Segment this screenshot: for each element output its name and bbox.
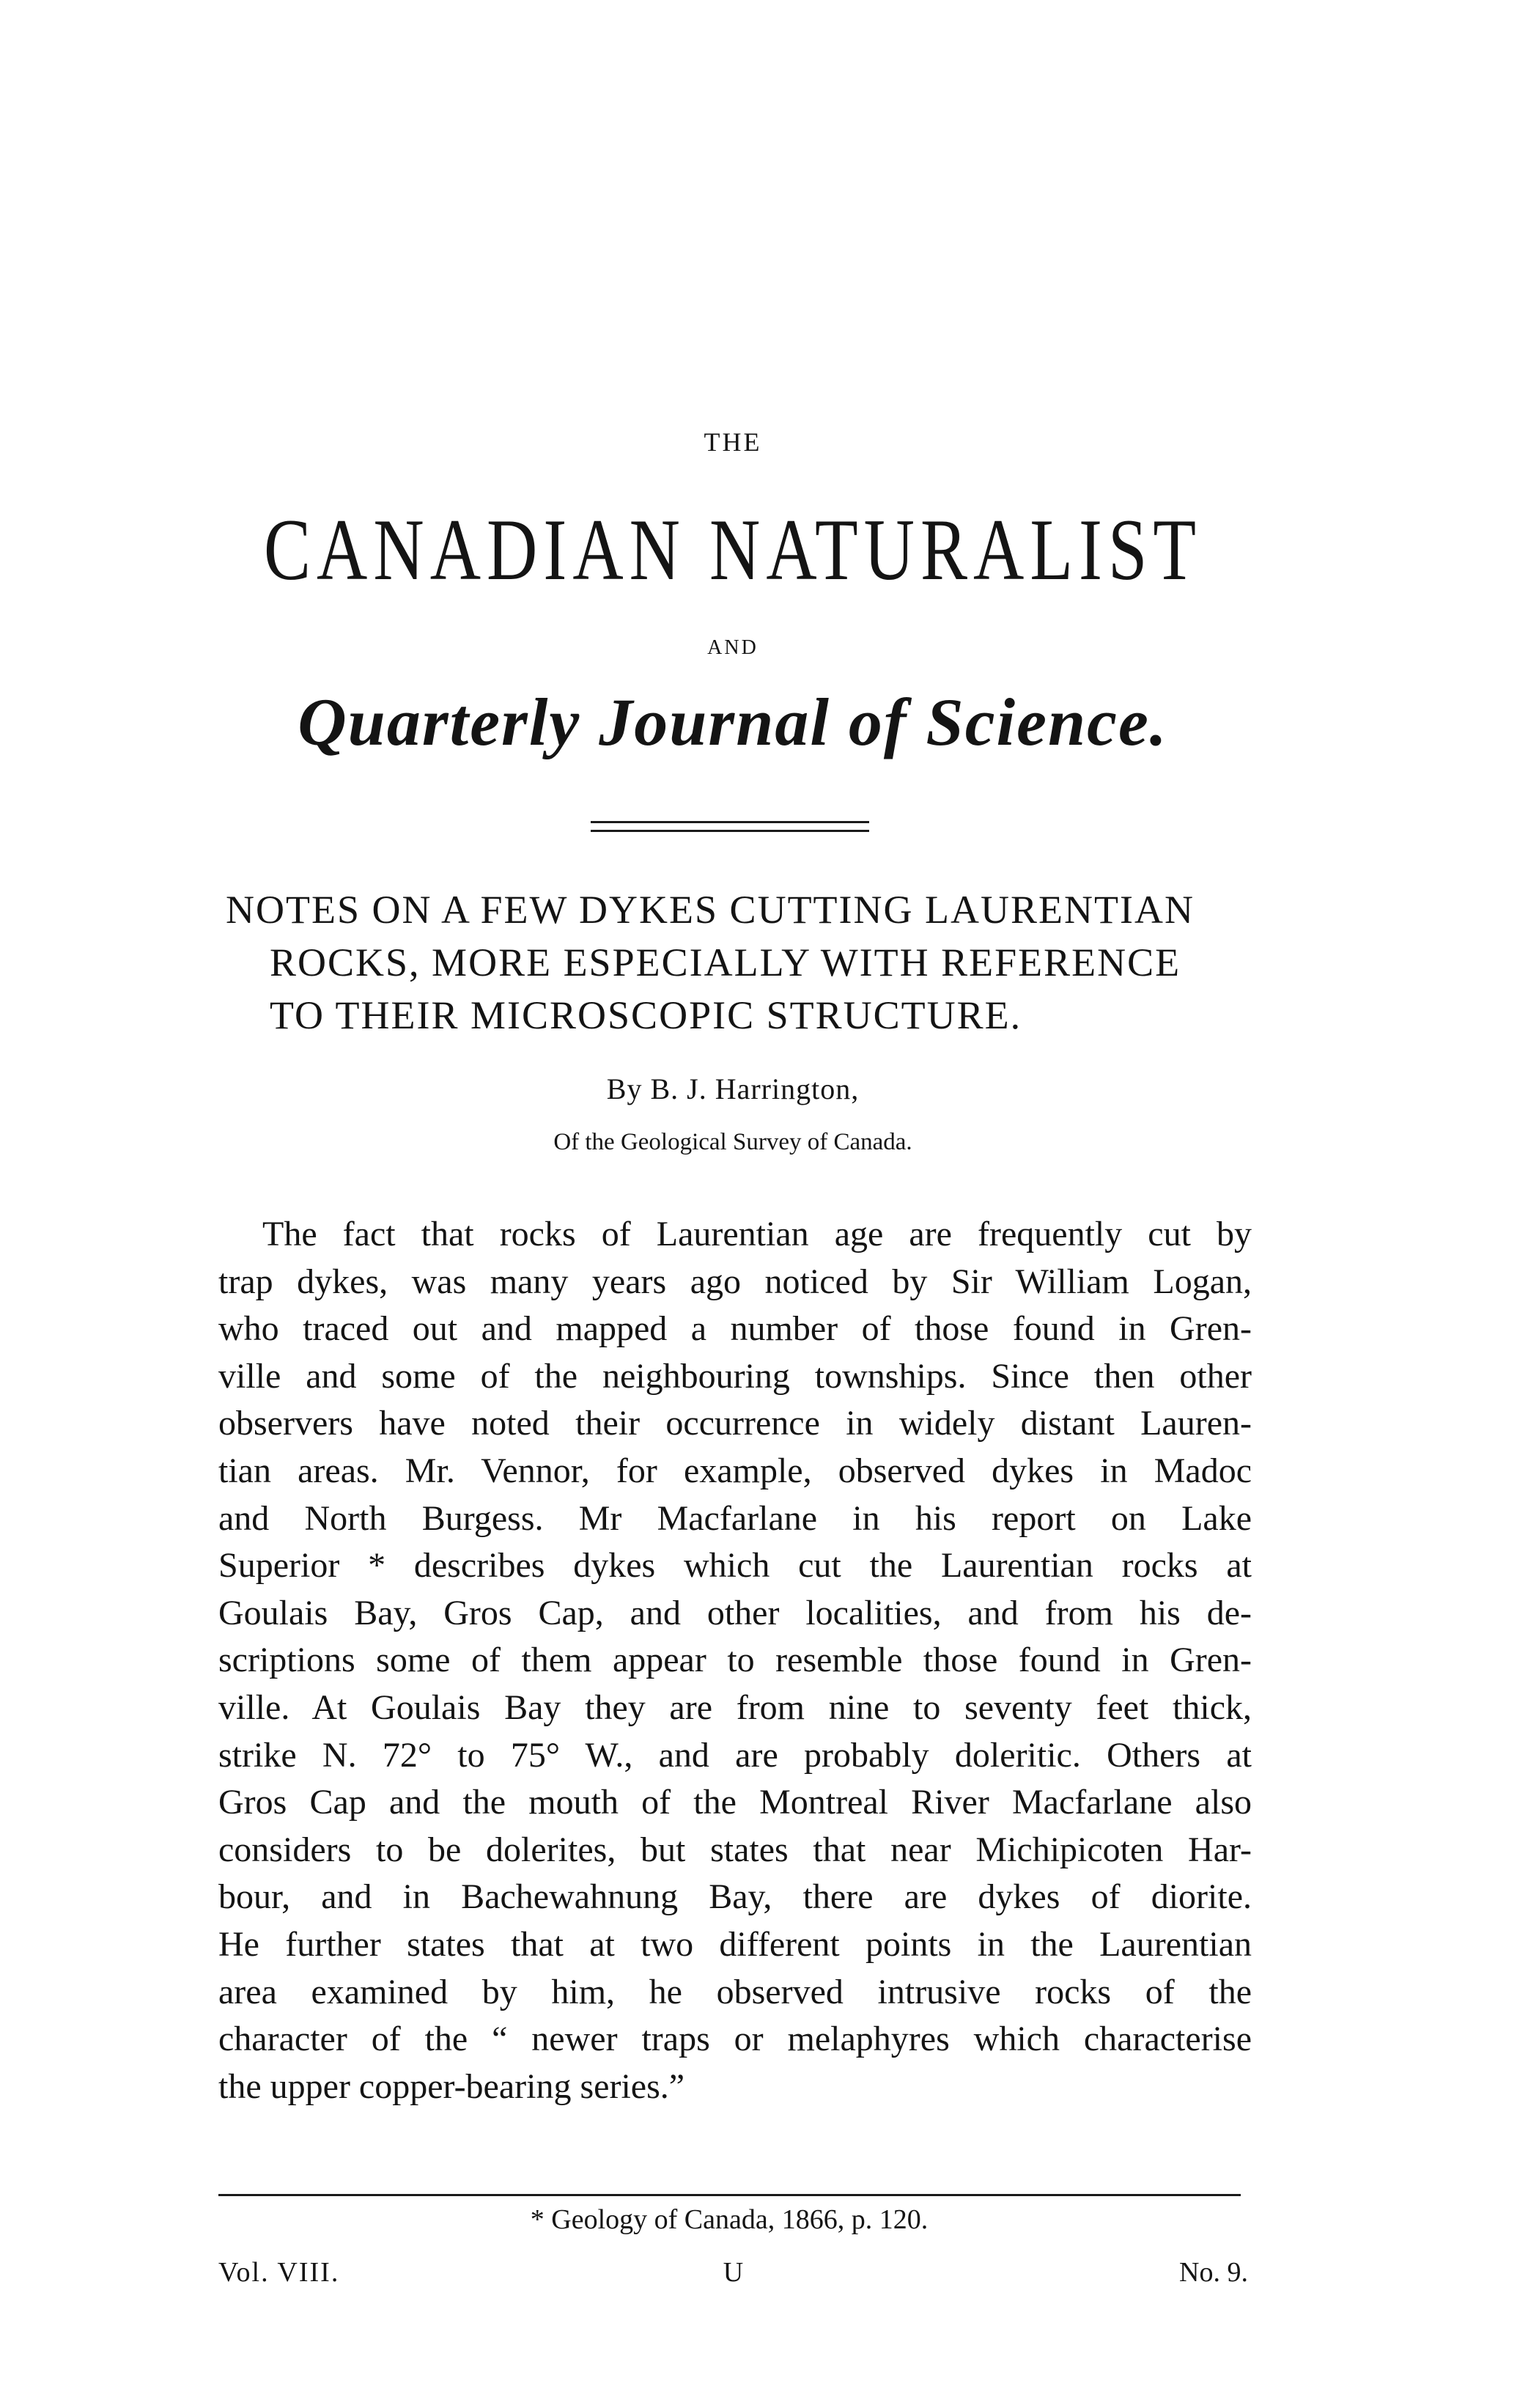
body-line: who traced out and mapped a number of those found in Gren- bbox=[218, 1309, 1252, 1349]
body-line: Gros Cap and the mouth of the Montreal River Macfarlane also bbox=[218, 1783, 1252, 1822]
article-title-line: TO THEIR MICROSCOPIC STRUCTURE. bbox=[270, 993, 1022, 1037]
journal-subtitle: Quarterly Journal of Science. bbox=[298, 685, 1168, 759]
body-line: ville. At Goulais Bay they are from nine to seventy feet thick, bbox=[218, 1687, 1252, 1727]
body-line: ville and some of the neighbouring townships. Since then other bbox=[218, 1356, 1252, 1396]
body-line: considers to be dolerites, but states that near Michipicoten Har- bbox=[218, 1830, 1252, 1869]
article-body bbox=[218, 1211, 1252, 2110]
masthead-and: AND bbox=[707, 636, 759, 659]
author-affiliation: Of the Geological Survey of Canada. bbox=[553, 1129, 912, 1155]
body-line: strike N. 72° to 75° W., and are probably doleritic. Others at bbox=[218, 1735, 1252, 1775]
page-footer bbox=[218, 2256, 1248, 2293]
body-line: trap dykes, was many years ago noticed by Sir William Logan, bbox=[218, 1262, 1252, 1301]
journal-title: CANADIAN NATURALIST bbox=[264, 500, 1202, 599]
footnote: * Geology of Canada, 1866, p. 120. bbox=[530, 2204, 929, 2235]
body-line: He further states that at two different points in the Laurentian bbox=[218, 1924, 1252, 1964]
body-line: bour, and in Bachewahnung Bay, there are dykes of diorite. bbox=[218, 1877, 1252, 1917]
body-line: area examined by him, he observed intrusive rocks of the bbox=[218, 1972, 1252, 2011]
body-line: and North Burgess. Mr Macfarlane in his report on Lake bbox=[218, 1498, 1252, 1538]
author-byline: By B. J. Harrington, bbox=[606, 1072, 860, 1105]
article-title bbox=[226, 883, 1252, 1042]
body-line: The fact that rocks of Laurentian age are frequently cut by bbox=[262, 1215, 1252, 1253]
body-line: scriptions some of them appear to resemble those found in Gren- bbox=[218, 1641, 1252, 1680]
footnote-rule bbox=[218, 2194, 1241, 2196]
volume-label: Vol. VIII. bbox=[218, 2257, 340, 2288]
double-rule-top bbox=[591, 821, 869, 823]
masthead-the: THE bbox=[704, 427, 762, 457]
body-line: character of the “ newer traps or melaphyres which characterise bbox=[218, 2019, 1252, 2059]
body-line: tian areas. Mr. Vennor, for example, observed dykes in Madoc bbox=[218, 1451, 1252, 1490]
article-title-line: NOTES ON A FEW DYKES CUTTING LAURENTIAN bbox=[226, 888, 1195, 932]
body-line: Superior * describes dykes which cut the Laurentian rocks at bbox=[218, 1546, 1252, 1586]
signature-mark: U bbox=[723, 2257, 744, 2288]
issue-number: No. 9. bbox=[1179, 2257, 1248, 2288]
body-line: the upper copper-bearing series.” bbox=[218, 2066, 685, 2106]
article-title-line: ROCKS, MORE ESPECIALLY WITH REFERENCE bbox=[270, 940, 1181, 984]
body-line: observers have noted their occurrence in widely distant Lauren- bbox=[218, 1404, 1252, 1443]
body-line: Goulais Bay, Gros Cap, and other localities, and from his de- bbox=[218, 1593, 1252, 1632]
double-rule-bottom bbox=[591, 830, 869, 832]
